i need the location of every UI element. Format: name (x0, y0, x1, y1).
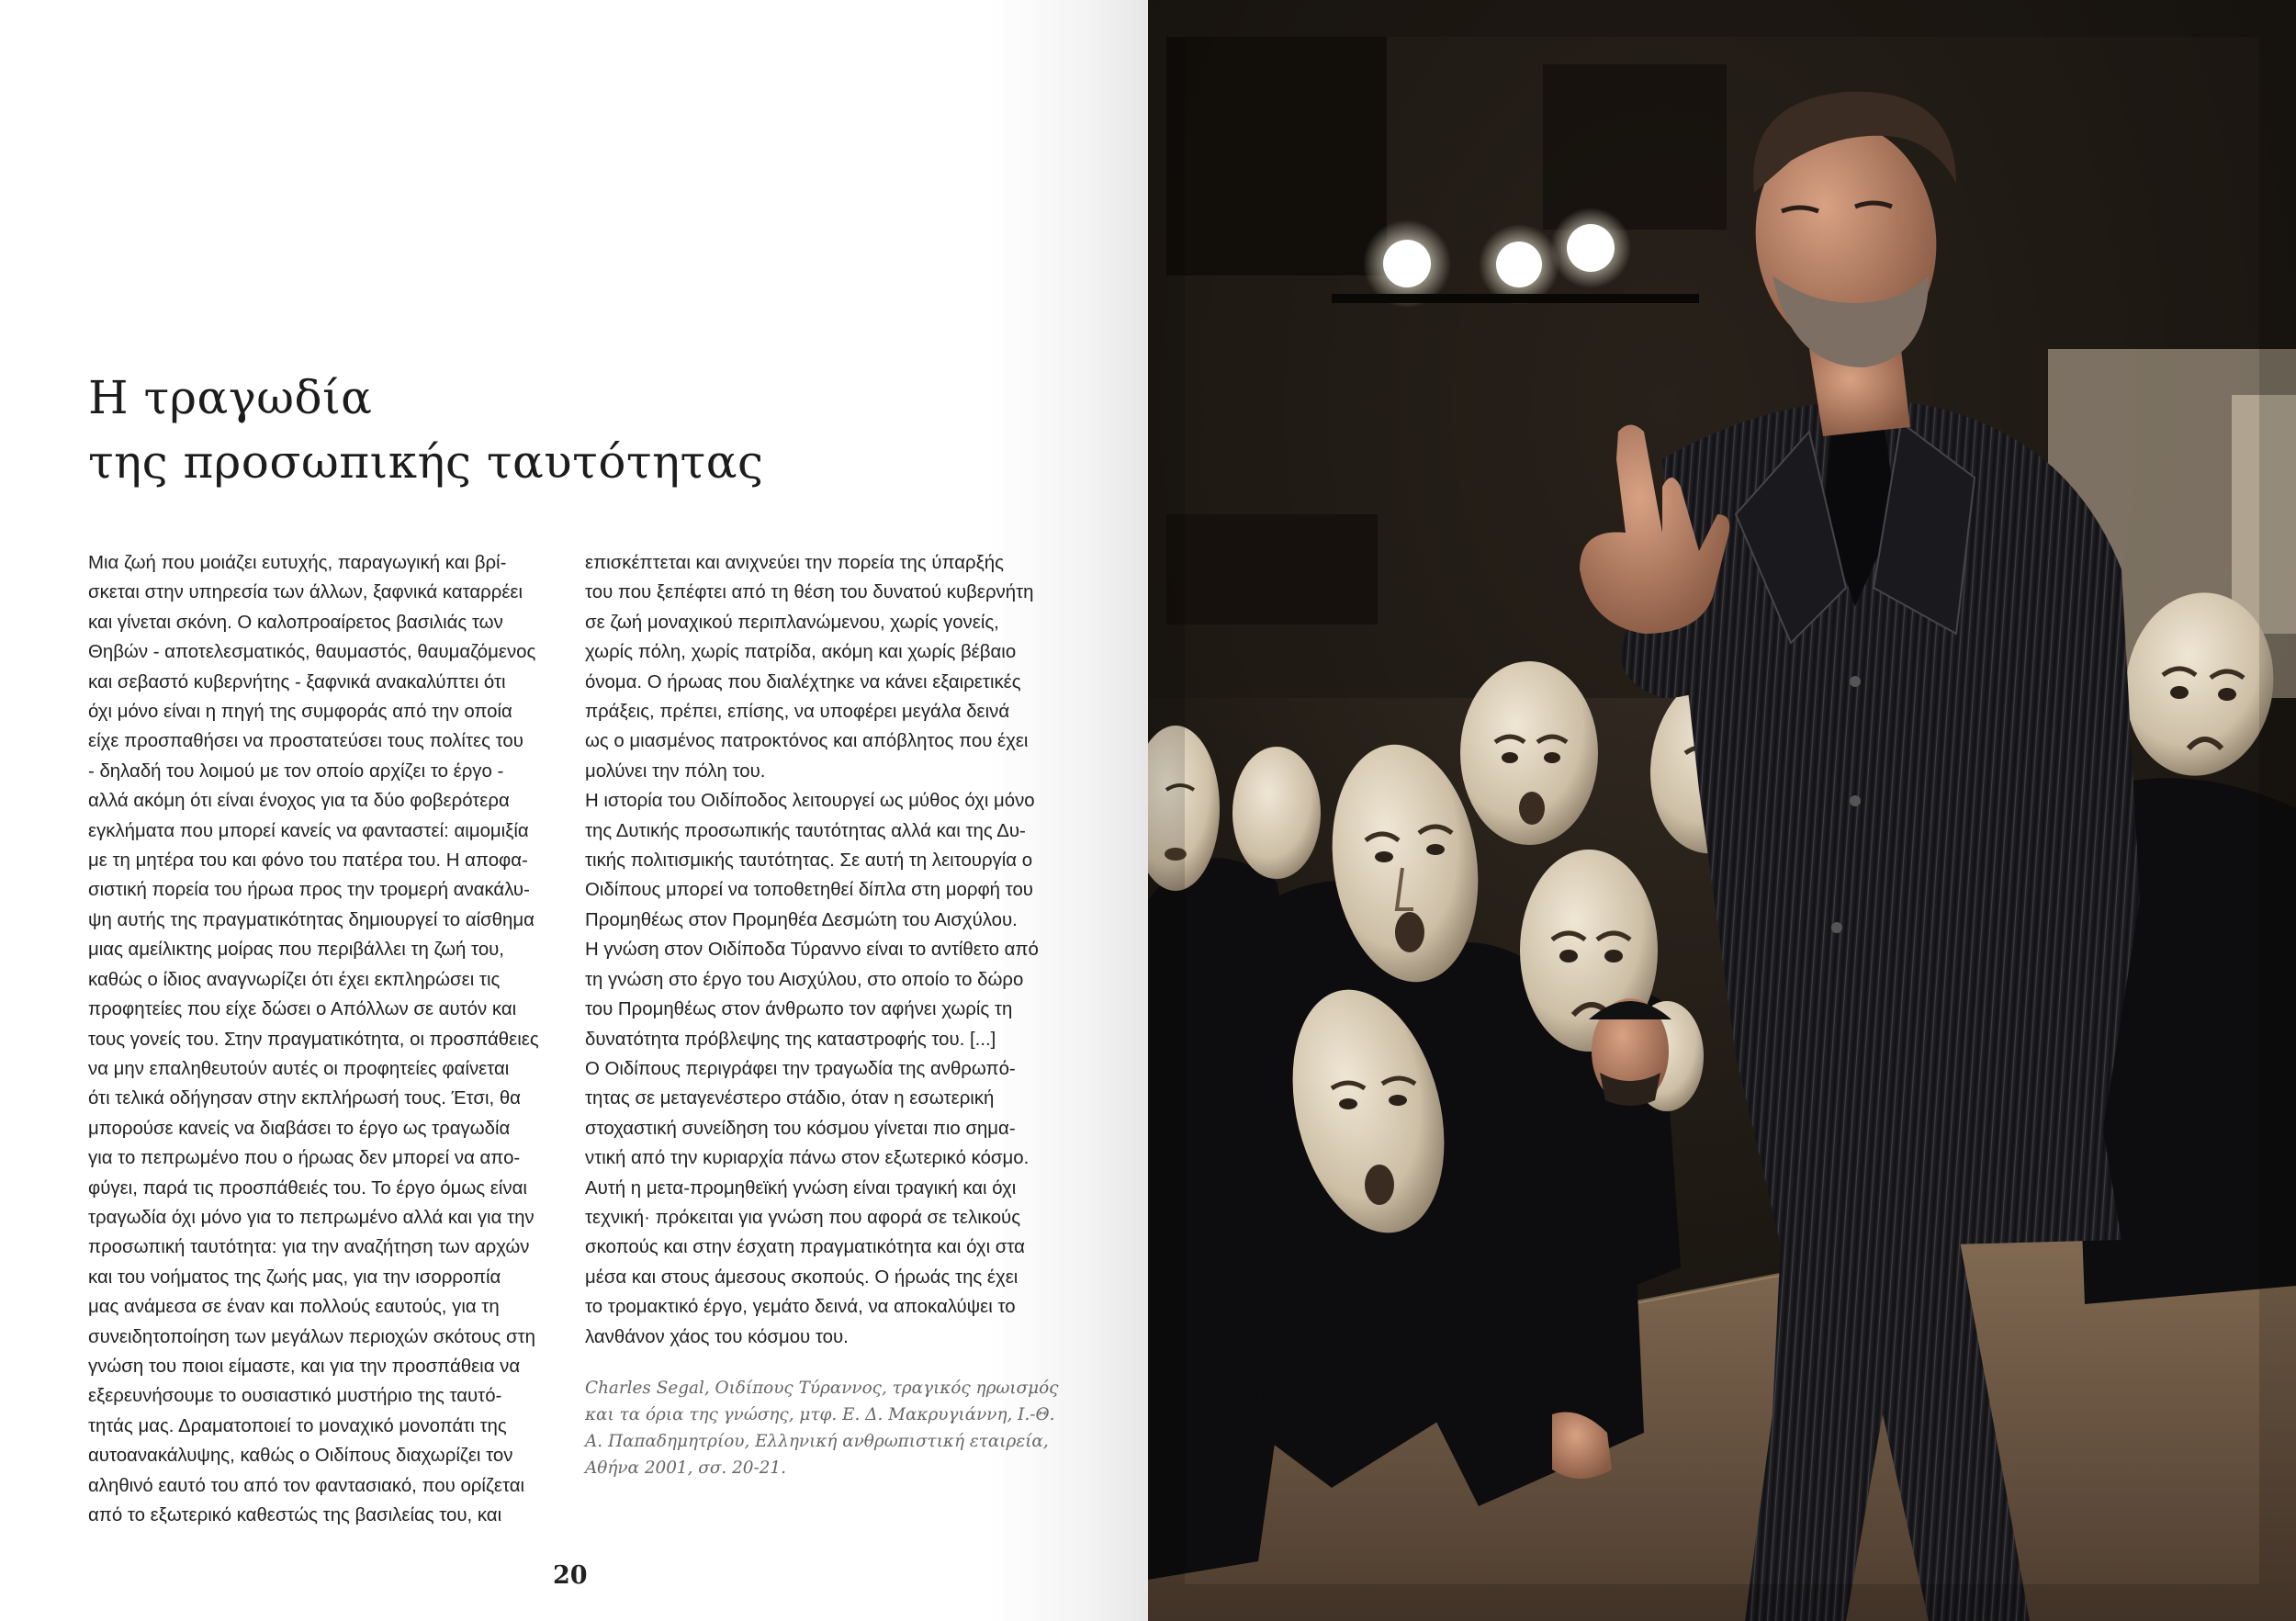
body-text-line: Ο Οιδίπους περιγράφει την τραγωδία της ανθρωπό- (585, 1058, 1016, 1079)
body-text-line: τητας σε μεταγενέστερο στάδιο, όταν η εσωτερική (585, 1088, 995, 1109)
body-text-line: με τη μητέρα του και φόνο του πατέρα του. Η αποφα- (88, 850, 528, 872)
body-text-line: μιας αμείλικτης μοίρας που περιβάλλει τη ζωή του, (88, 940, 504, 961)
body-text-line: χωρίς πόλη, χωρίς πατρίδα, ακόμη και χωρίς βέβαιο (585, 642, 1017, 663)
body-text-line: σε ζωή μοναχικού περιπλανώμενου, χωρίς γονείς, (585, 612, 999, 633)
theatre-mask (1460, 661, 1598, 845)
body-text-line: Οιδίπους μπορεί να τοποθετηθεί δίπλα στη μορφή του (585, 880, 1033, 901)
body-text-line: καθώς ο ίδιος αναγνωρίζει ότι έχει εκπληρώσει τις (88, 969, 501, 990)
body-column-1 (88, 548, 575, 1530)
body-text-line: και σεβαστό κυβερνήτης - ξαφνικά ανακαλύπτει ότι (88, 671, 506, 692)
body-text-line: αληθινό εαυτό του από τον φαντασιακό, που ορίζεται (88, 1475, 525, 1496)
body-text-line: αυτοανακάλυψης, καθώς ο Οιδίπους διαχωρίζει τον (88, 1446, 513, 1467)
body-text-line: της Δυτικής προσωπικής ταυτότητας αλλά και της Δυ- (585, 820, 1026, 841)
body-text-line: λανθάνον χάος του κόσμου του. (585, 1326, 849, 1347)
body-text-line: ότι τελικά οδήγησαν στην εκπλήρωσή τους. Έτσι, θα (88, 1088, 521, 1109)
body-text-line: Η γνώση στον Οιδίποδα Τύραννο είναι το αντίθετο από (585, 940, 1039, 961)
stage-photograph (1148, 0, 2296, 1621)
body-text-line: όχι μόνο είναι η πηγή της συμφοράς από την οποία (88, 702, 512, 723)
title-line-2: της προσωπικής ταυτότητας (88, 435, 764, 489)
body-text-line: φύγει, παρά τις προσπάθειές του. Το έργο όμως είναι (88, 1177, 527, 1199)
body-text-line: από το εξωτερικό καθεστώς της βασιλείας του, και (88, 1505, 502, 1525)
article-title (88, 366, 763, 494)
citation-line: Αθήνα 2001, σσ. 20-21. (585, 1458, 786, 1478)
body-text-line: πράξεις, πρέπει, επίσης, να υποφέρει μεγάλα δεινά (585, 702, 1010, 723)
body-text-line: σκεται στην υπηρεσία των άλλων, ξαφνικά καταρρέει (88, 582, 523, 603)
window (1166, 514, 1378, 625)
body-text-line: σκοπούς και στην έσχατη πραγματικότητα και όχι στα (585, 1237, 1025, 1258)
body-text-line: τεχνική· πρόκειται για γνώση που αφορά σε τελικούς (585, 1207, 1021, 1228)
body-text-line: εξερευνήσουμε το ουσιαστικό μυστήριο της ταυτό- (88, 1386, 502, 1407)
body-text-line: εγκλήματα που μπορεί κανείς να φανταστεί: αιμομιξία (88, 820, 529, 841)
page-number: 20 (553, 1561, 588, 1590)
body-text-line: το τρομακτικό έργο, γεμάτο δεινά, να αποκαλύψει το (585, 1297, 1016, 1318)
body-text-line: να μην επαληθευτούν αυτές οι προφητείες φαίνεται (88, 1058, 510, 1079)
body-text-line: δυνατότητα πρόβλεψης της καταστροφής του. [...] (585, 1029, 996, 1050)
body-text-line: επισκέπτεται και ανιχνεύει την πορεία της ύπαρξής (585, 553, 1004, 573)
citation-line: Charles Segal, Οιδίπους Τύραννος, τραγικός ηρωισμός (585, 1379, 1059, 1398)
body-text-line: μας ανάμεσα σε έναν και πολλούς εαυτούς, για τη (88, 1297, 500, 1318)
body-text-line: γνώση του ποιοι είμαστε, και για την προσπάθεια να (88, 1356, 521, 1377)
body-text-line: τους γονείς του. Στην πραγματικότητα, οι προσπάθειες (88, 1029, 539, 1050)
body-text-line: - δηλαδή του λοιμού με τον οποίο αρχίζει το έργο - (88, 760, 504, 782)
body-text-line: σιστική πορεία του ήρωα προς την τρομερή ανακάλυ- (88, 880, 530, 901)
body-text-line: ντική από την κυριαρχία πάνω στον εξωτερικό κόσμο. (585, 1148, 1030, 1169)
body-text-line: Η ιστορία του Οιδίποδος λειτουργεί ως μύθος όχι μόνο (585, 791, 1035, 812)
theatre-mask (1232, 747, 1321, 879)
title-line-1: Η τραγωδία (88, 371, 373, 424)
body-text-line: Αυτή η μετα-προμηθεϊκή γνώση είναι τραγική και όχι (585, 1177, 1017, 1199)
citation-line: Α. Παπαδημητρίου, Ελληνική ανθρωπιστική εταιρεία, (585, 1432, 1049, 1451)
window (1166, 37, 1387, 276)
body-text-line: μπορούσε κανείς να διαβάσει το έργο ως τραγωδία (88, 1118, 511, 1139)
body-text-line: ως ο μιασμένος πατροκτόνος και απόβλητος που έχει (585, 731, 1029, 752)
body-text-line: και του νοήματος της ζωής μας, για την ισορροπία (88, 1266, 501, 1288)
body-text-line: στοχαστική συνείδηση του κόσμου γίνεται πιο σημα- (585, 1118, 1016, 1139)
body-text-line: μέσα και στους άμεσους σκοπούς. Ο ήρωάς της έχει (585, 1266, 1019, 1288)
photo-page (1148, 0, 2296, 1621)
body-text-line: τικής πολιτισμικής ταυτότητας. Σε αυτή τη λειτουργία ο (585, 850, 1033, 872)
body-text-line: Προμηθέως στον Προμηθέα Δεσμώτη του Αισχύλου. (585, 909, 1018, 930)
body-text-line: για το πεπρωμένο που ο ήρωας δεν μπορεί να απο- (88, 1148, 521, 1169)
body-text-line: μολύνει την πόλη του. (585, 760, 766, 782)
body-text-line: είχε προσπαθήσει να προστατεύσει τους πολίτες του (88, 731, 523, 752)
window (1543, 64, 1727, 230)
body-text-line: ψη αυτής της πραγματικότητας δημιουργεί το αίσθημα (88, 909, 535, 930)
body-text-line: τραγωδία όχι μόνο για το πεπρωμένο αλλά και για την (88, 1207, 535, 1228)
body-text-line: συνειδητοποίηση των μεγάλων περιοχών σκότους στη (88, 1326, 536, 1347)
citation-line: και τα όρια της γνώσης, μτφ. Ε. Δ. Μακρυγιάννη, Ι.-Θ. (585, 1405, 1055, 1424)
body-text-line: του Προμηθέως στον άνθρωπο τον αφήνει χωρίς τη (585, 999, 1013, 1020)
body-text-line: αλλά ακόμη ότι είναι ένοχος για τα δύο φοβερότερα (88, 791, 510, 812)
body-column-2 (585, 548, 1072, 1352)
body-text-line: προσωπική ταυτότητα: για την αναζήτηση των αρχών (88, 1237, 530, 1258)
body-text-line: τητάς μας. Δραματοποιεί το μοναχικό μονοπάτι της (88, 1415, 507, 1436)
body-text-line: του που ξεπέφτει από τη θέση του δυνατού κυβερνήτη (585, 582, 1034, 603)
body-text-line: Μια ζωή που μοιάζει ευτυχής, παραγωγική και βρί- (88, 553, 507, 573)
body-text-line: όνομα. Ο ήρωας που διαλέχτηκε να κάνει εξαιρετικές (585, 671, 1021, 692)
body-text-line: και γίνεται σκόνη. Ο καλοπροαίρετος βασιλιάς των (88, 612, 503, 633)
body-text-line: προφητείες που είχε δώσει ο Απόλλων σε αυτόν και (88, 999, 517, 1020)
body-text-line: τη γνώση στο έργο του Αισχύλου, στο οποίο το δώρο (585, 969, 1024, 990)
body-text-line: Θηβών - αποτελεσματικός, θαυμαστός, θαυμαζόμενος (88, 642, 536, 663)
citation (585, 1375, 1081, 1481)
